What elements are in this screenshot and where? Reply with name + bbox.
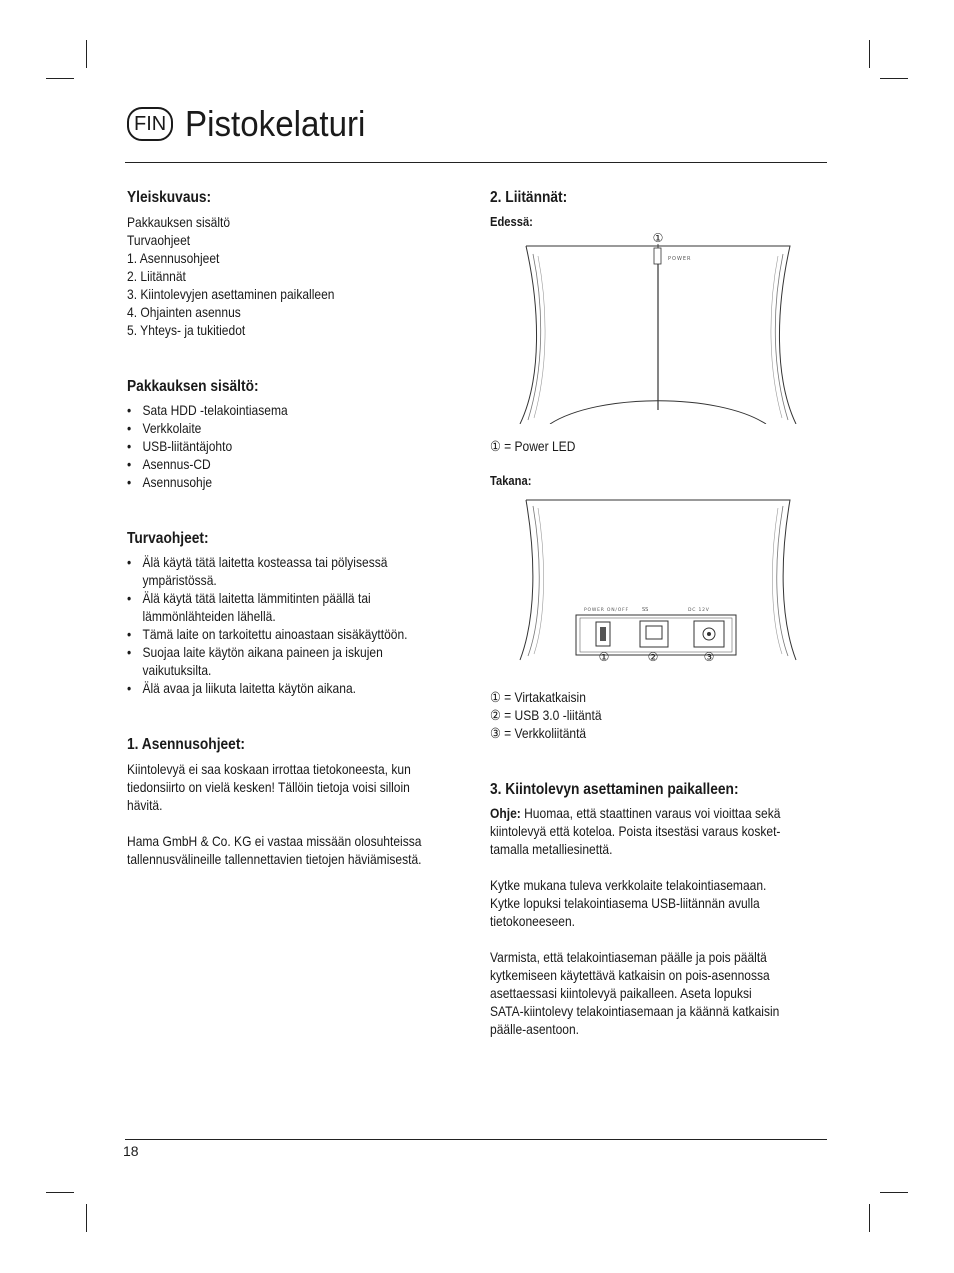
text-line: tietokoneeseen.	[490, 913, 576, 929]
note-label: Ohje:	[490, 805, 521, 821]
install-heading: 1. Asennusohjeet:	[127, 736, 246, 753]
list-item: • Suojaa laite käytön aikana paineen ja iskujen	[127, 643, 408, 661]
package-list	[127, 401, 288, 491]
back-label: Takana:	[490, 473, 532, 488]
list-item: 1. Asennusohjeet	[127, 250, 220, 266]
text-line: Hama GmbH & Co. KG ei vastaa missään olosuhteissa	[127, 833, 422, 849]
list-item: Pakkauksen sisältö	[127, 214, 231, 230]
front-legend: ① = Power LED	[490, 438, 576, 454]
crop-mark	[880, 1192, 908, 1193]
connect-paragraph	[490, 876, 766, 930]
crop-mark	[880, 78, 908, 79]
safety-list	[127, 553, 408, 697]
text-line: tamalla metalliesinettä.	[490, 841, 613, 857]
list-item-continued: ympäristössä.	[142, 572, 217, 588]
page-title	[127, 103, 381, 145]
text-line: Kiintolevyä ei saa koskaan irrottaa tietokoneesta, kun	[127, 761, 411, 777]
back-callout-1: ①	[598, 650, 610, 664]
switch-paragraph	[490, 948, 779, 1038]
crop-mark	[86, 1204, 87, 1232]
text-line: kytkemiseen käytettävä katkaisin on pois-asennossa	[490, 967, 770, 983]
overview-heading: Yleiskuvaus:	[127, 189, 212, 206]
list-item: • Asennusohje	[127, 473, 288, 491]
text-line: Varmista, että telakointiaseman päälle ja pois päältä	[490, 949, 767, 965]
list-item: • Älä käytä tätä laitetta lämmitinten päällä tai	[127, 589, 408, 607]
text-line: tiedonsiirto on vielä kesken! Tällöin tietoja voisi silloin	[127, 779, 410, 795]
front-label: Edessä:	[490, 214, 533, 229]
package-heading: Pakkauksen sisältö:	[127, 378, 259, 395]
footer-rule	[125, 1139, 827, 1140]
note-text: Huomaa, että staattinen varaus voi vioittaa sekä	[520, 805, 781, 821]
overview-list	[127, 213, 334, 339]
list-item: • Verkkolaite	[127, 419, 288, 437]
text-line: asettaessasi kiintolevyä paikalleen. Aseta lopuksi	[490, 985, 752, 1001]
list-item: • Asennus-CD	[127, 455, 288, 473]
safety-heading: Turvaohjeet:	[127, 530, 209, 547]
front-callout-1: ①	[652, 231, 664, 245]
list-item: • Älä avaa ja liikuta laitetta käytön aikana.	[127, 679, 408, 697]
text-line	[490, 804, 780, 822]
list-item: • Sata HDD -telakointiasema	[127, 401, 288, 419]
legend-item: ③ = Verkkoliitäntä	[490, 725, 587, 741]
install-paragraph	[127, 760, 411, 814]
text-line: tallennusvälineille tallennettavien tietojen häviämisestä.	[127, 851, 422, 867]
text-line: hävitä.	[127, 797, 163, 813]
list-item: 4. Ohjainten asennus	[127, 304, 241, 320]
connections-heading: 2. Liitännät:	[490, 189, 568, 206]
page-number: 18	[123, 1143, 139, 1159]
drive-heading: 3. Kiintolevyn asettaminen paikalleen:	[490, 781, 739, 798]
back-power-label: POWER ON/OFF	[584, 608, 629, 613]
legend-item: ① = Virtakatkaisin	[490, 689, 586, 705]
power-led-label: POWER	[668, 256, 692, 262]
title-text: Pistokelaturi	[185, 103, 366, 144]
crop-mark	[46, 78, 74, 79]
header-rule	[125, 162, 827, 163]
back-dc-label: DC 12V	[688, 608, 710, 613]
text-line: Kytke lopuksi telakointiasema USB-liitännän avulla	[490, 895, 760, 911]
legend-item: ② = USB 3.0 -liitäntä	[490, 707, 602, 723]
front-view-illustration	[518, 228, 798, 424]
back-usb-label: SS	[642, 607, 649, 613]
back-view-illustration	[518, 498, 798, 668]
list-item-continued: lämmönlähteiden lähellä.	[142, 608, 276, 624]
text-line: kiintolevyä että koteloa. Poista itsestäsi varaus kosket-	[490, 823, 781, 839]
language-badge: FIN	[127, 107, 173, 141]
list-item: • Tämä laite on tarkoitettu ainoastaan sisäkäyttöön.	[127, 625, 408, 643]
list-item: 2. Liitännät	[127, 268, 186, 284]
text-line: SATA-kiintolevy telakointiasemaan ja käännä katkaisin	[490, 1003, 780, 1019]
list-item: • Älä käytä tätä laitetta kosteassa tai pölyisessä	[127, 553, 408, 571]
liability-paragraph	[127, 832, 421, 868]
list-item: 3. Kiintolevyjen asettaminen paikalleen	[127, 286, 335, 302]
note-paragraph	[490, 804, 780, 858]
crop-mark	[46, 1192, 74, 1193]
list-item: 5. Yhteys- ja tukitiedot	[127, 322, 246, 338]
list-item: Turvaohjeet	[127, 232, 191, 248]
crop-mark	[869, 40, 870, 68]
text-line: Kytke mukana tuleva verkkolaite telakointiasemaan.	[490, 877, 767, 893]
list-item: • USB-liitäntäjohto	[127, 437, 288, 455]
text-line: päälle-asentoon.	[490, 1021, 580, 1037]
crop-mark	[869, 1204, 870, 1232]
back-legend	[490, 688, 602, 742]
list-item-continued: vaikutuksilta.	[142, 662, 212, 678]
back-callout-2: ②	[647, 650, 659, 664]
crop-mark	[86, 40, 87, 68]
back-callout-3: ③	[703, 650, 715, 664]
